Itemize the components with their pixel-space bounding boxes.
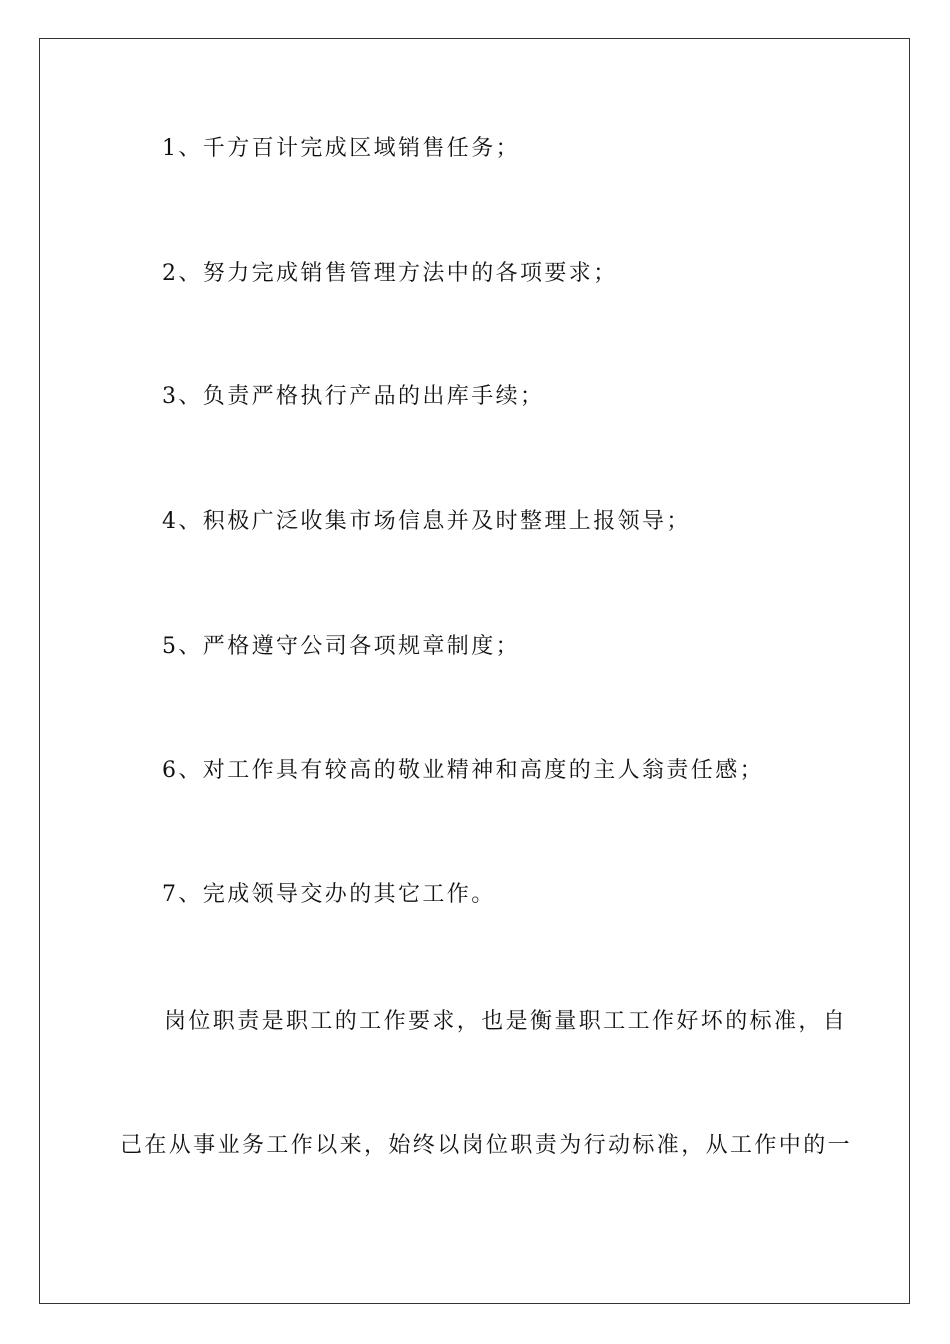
list-item: 7、完成领导交办的其它工作。 [162, 882, 496, 907]
list-item: 6、对工作具有较高的敬业精神和高度的主人翁责任感； [162, 758, 764, 783]
page-border [39, 38, 910, 1304]
list-item: 4、积极广泛收集市场信息并及时整理上报领导； [162, 509, 691, 534]
list-item: 1、千方百计完成区域销售任务； [162, 136, 520, 161]
paragraph-line: 岗位职责是职工的工作要求，也是衡量职工工作好坏的标准，自 [164, 1009, 848, 1034]
list-item: 5、严格遵守公司各项规章制度； [162, 634, 520, 659]
paragraph-line: 己在从事业务工作以来，始终以岗位职责为行动标准，从工作中的一 [120, 1133, 853, 1158]
list-item: 2、努力完成销售管理方法中的各项要求； [162, 261, 618, 286]
list-item: 3、负责严格执行产品的出库手续； [162, 384, 545, 409]
